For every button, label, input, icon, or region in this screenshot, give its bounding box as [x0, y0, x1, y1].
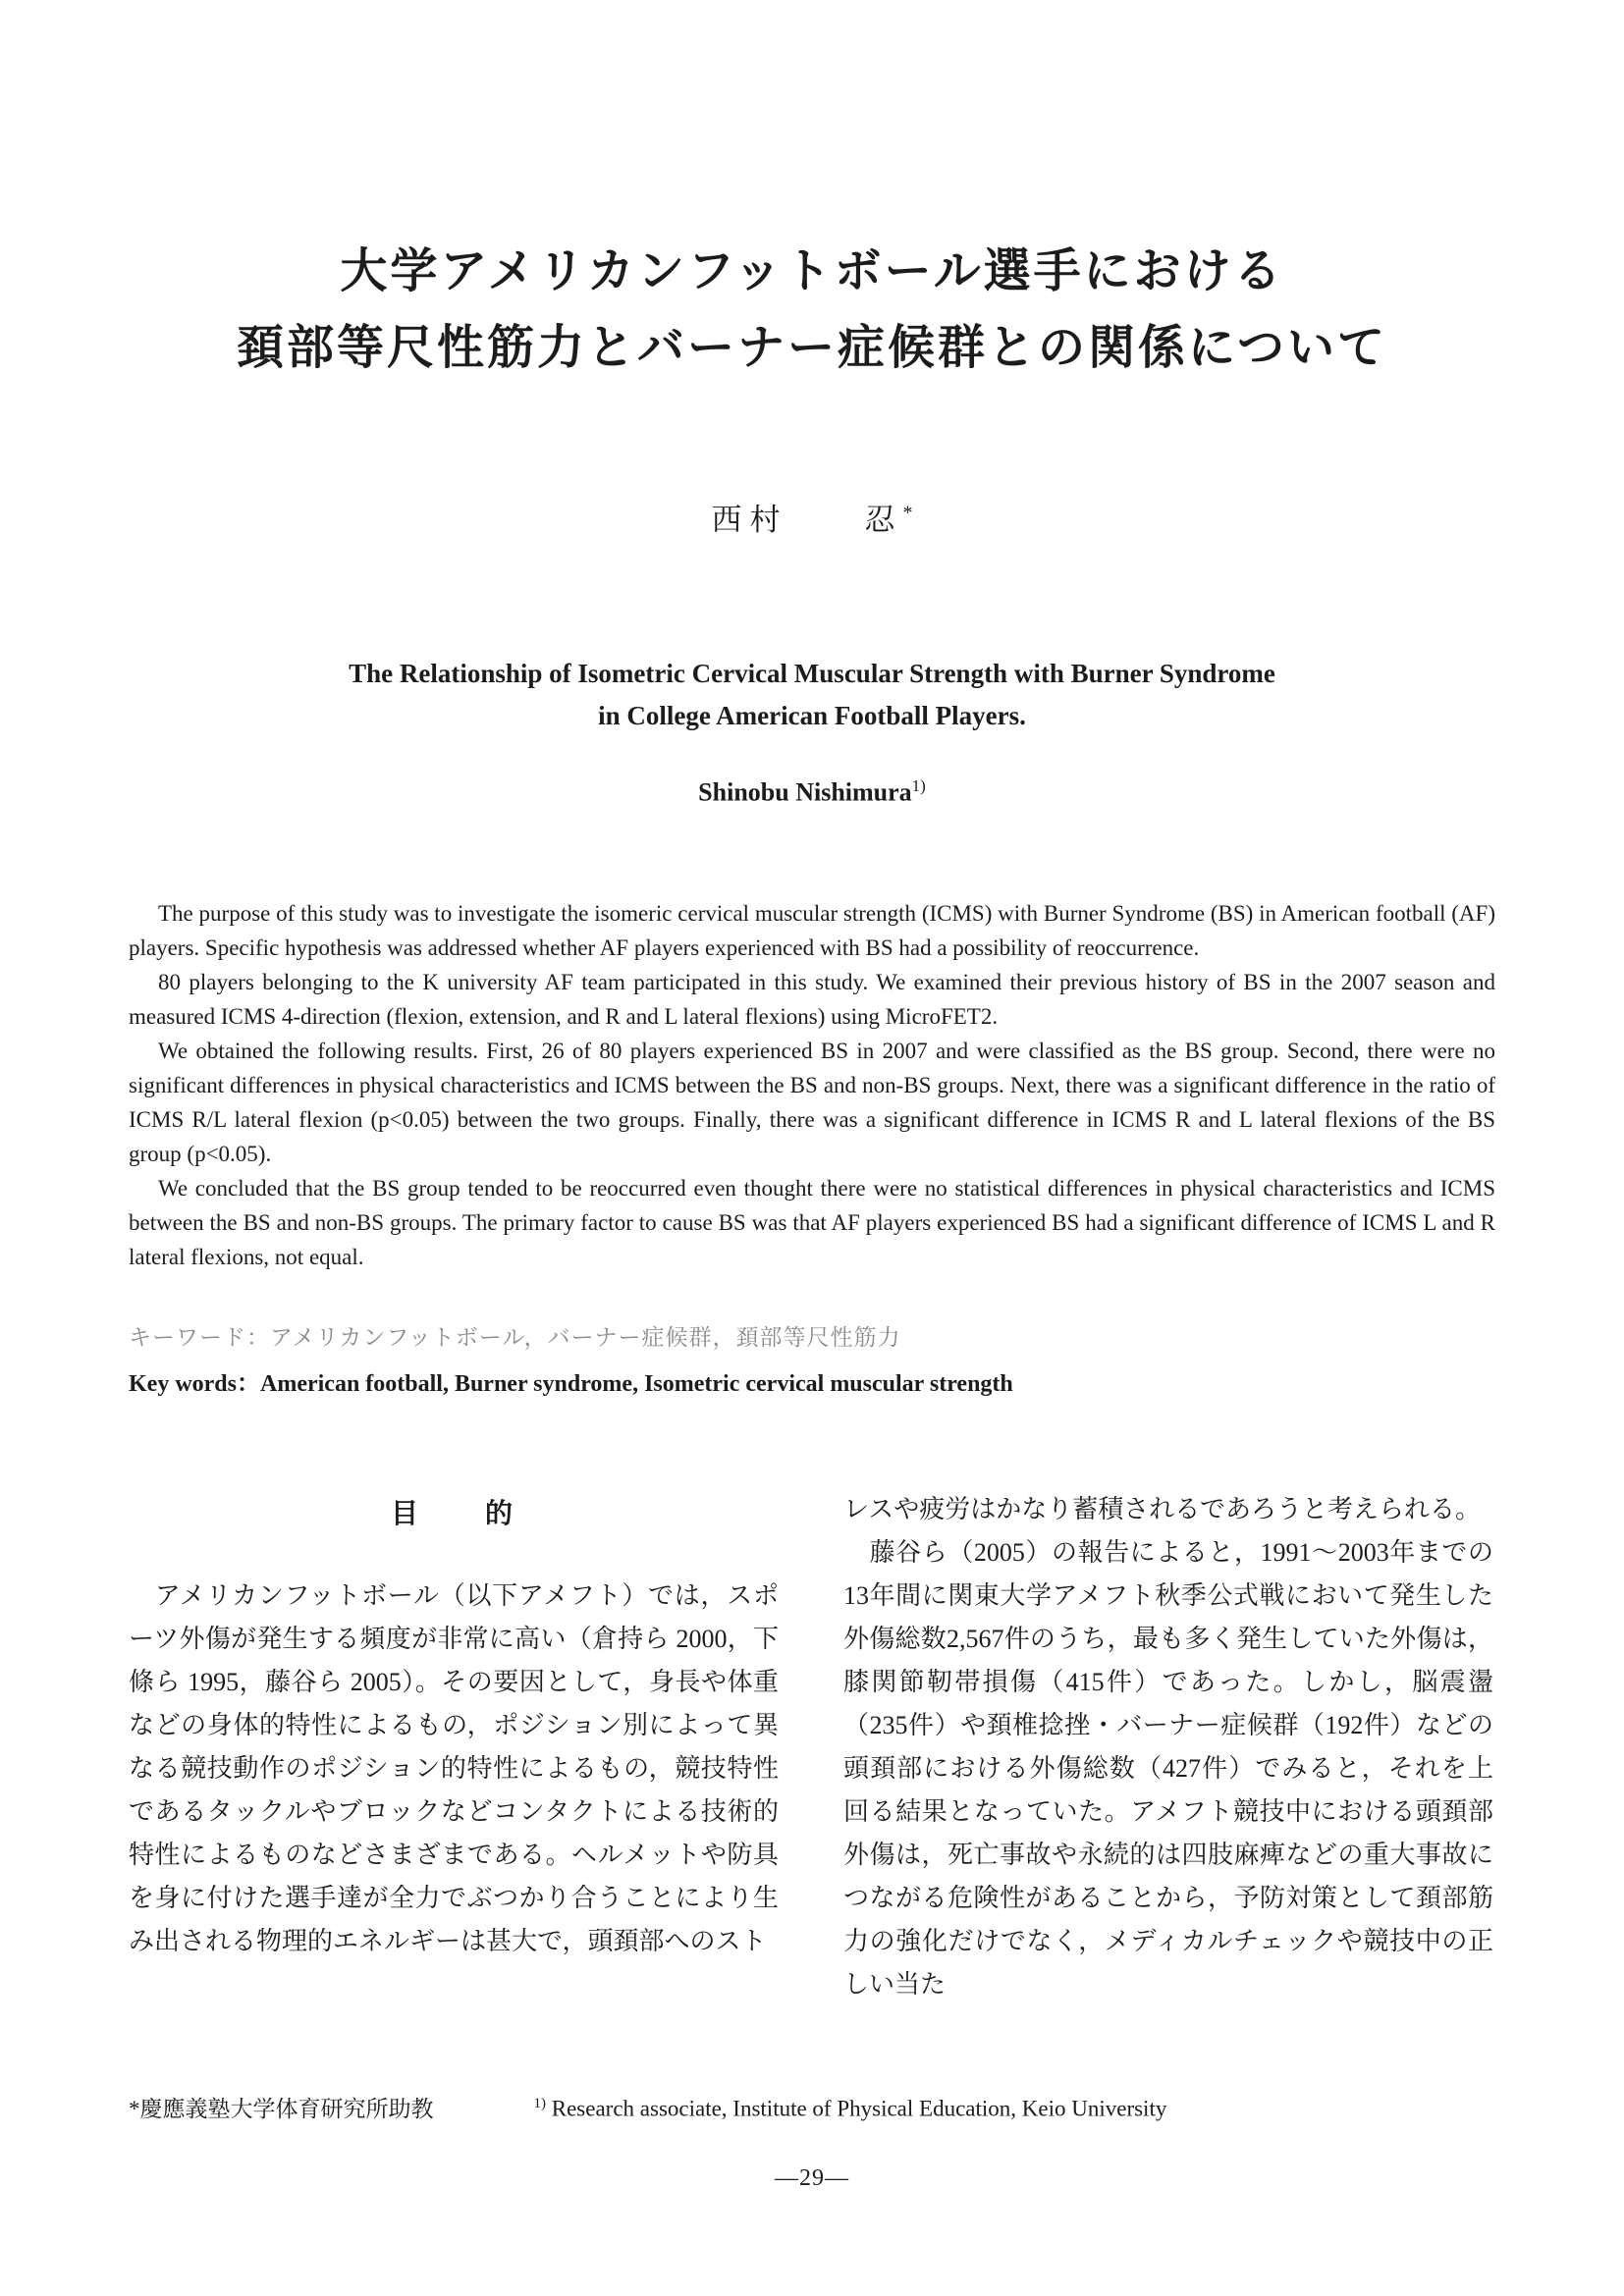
abstract-paragraph: The purpose of this study was to investigate the isomeric cervical muscular strength (ICMS) with Burner Syndrome (BS) in American football (AF) players. Specific hypothesis was addressed whether AF players experienced with BS had a possibility of reoccurrence. [129, 900, 1495, 960]
page-number: —29— [775, 2165, 849, 2191]
title-en-line1: The Relationship of Isometric Cervical Muscular Strength with Burner Syndrome [349, 658, 1275, 688]
author-japanese [129, 495, 1495, 539]
body-two-columns [129, 1488, 1495, 2006]
paper-title-english [129, 653, 1495, 737]
paper-title-japanese [129, 234, 1495, 387]
abstract-paragraph: We obtained the following results. First, 26 of 80 players experienced BS in 2007 and were classified as the BS group. Second, there were no significant differences in physical characteristics and ICMS between the BS and non-BS groups. Next, there was a significant difference in the ratio of ICMS R/L lateral flexion (p<0.05) between the two groups. Finally, there was a significant difference in ICMS R and L lateral flexions of the BS group (p<0.05). [129, 1038, 1495, 1166]
author-ja-name: 西村 忍 [711, 502, 903, 537]
left-column [129, 1488, 779, 2006]
author-english [129, 776, 1495, 808]
keywords-japanese: キーワード：アメリカンフットボール，バーナー症候群，頚部等尺性筋力 [129, 1323, 901, 1350]
right-column [843, 1488, 1493, 2006]
footnote [129, 2091, 1495, 2123]
keywords-block [129, 1319, 1495, 1398]
keywords-english: Key words：American football, Burner syndrome, Isometric cervical muscular strength [129, 1370, 1013, 1397]
author-en-footnote-mark: 1) [911, 775, 926, 795]
title-ja-line1: 大学アメリカンフットボール選手における [340, 245, 1284, 297]
footnote-english [534, 2096, 1167, 2122]
abstract-paragraph: 80 players belonging to the K university AF team participated in this study. We examined their previous history of BS in the 2007 season and measured ICMS 4-direction (flexion, extension, and R and L lateral flexions) using MicroFET2. [129, 969, 1495, 1029]
body-paragraph: アメリカンフットボール（以下アメフト）では，スポーツ外傷が発生する頻度が非常に高い（倉持ら 2000，下條ら 1995，藤谷ら 2005）。その要因として，身長や体重などの身体的特性によるもの，ポジション別によって異なる競技動作のポジション的特性によるもの，競技特性であるタックルやブロックなどコンタクトによる技術的特性によるものなどさまざまである。ヘルメットや防具を身に付けた選手達が全力でぶつかり合うことにより生み出される物理的エネルギーは甚大で，頭頚部へのスト [129, 1580, 779, 1955]
footnote-japanese: *慶應義塾大学体育研究所助教 [129, 2097, 434, 2121]
abstract [129, 896, 1495, 1274]
author-en-name: Shinobu Nishimura [698, 777, 912, 807]
footnote-en-mark: 1) [533, 2096, 546, 2112]
abstract-paragraph: We concluded that the BS group tended to be reoccurred even thought there were no statistical differences in physical characteristics and ICMS between the BS and non-BS groups. The primary factor to cause BS was that AF players experienced BS had a significant difference of ICMS L and R lateral flexions, not equal. [129, 1175, 1495, 1269]
page-content [0, 234, 1624, 2006]
footnote-en-text: Research associate, Institute of Physical Education, Keio University [546, 2097, 1167, 2121]
author-affiliation-mark: * [902, 502, 913, 524]
section-heading-purpose: 目 的 [390, 1497, 516, 1528]
body-paragraph: 藤谷ら（2005）の報告によると，1991〜2003年までの13年間に関東大学アメフト秋季公式戦において発生した外傷総数2,567件のうち，最も多く発生していた外傷は，膝関節靭帯損傷（415件）であった。しかし，脳震盪（235件）や頚椎捻挫・バーナー症候群（192件）などの頭頚部における外傷総数（427件）でみると，それを上回る結果となっていた。アメフト競技中における頭頚部外傷は，死亡事故や永続的は四肢麻痺などの重大事故につながる危険性があることから，予防対策として頚部筋力の強化だけでなく，メディカルチェックや競技中の正しい当た [843, 1537, 1493, 1999]
body-paragraph: レスや疲労はかなり蓄積されるであろうと考えられる。 [843, 1494, 1481, 1523]
title-ja-line2: 頚部等尺性筋力とバーナー症候群との関係について [236, 321, 1388, 374]
title-en-line2: in College American Football Players. [598, 700, 1026, 730]
